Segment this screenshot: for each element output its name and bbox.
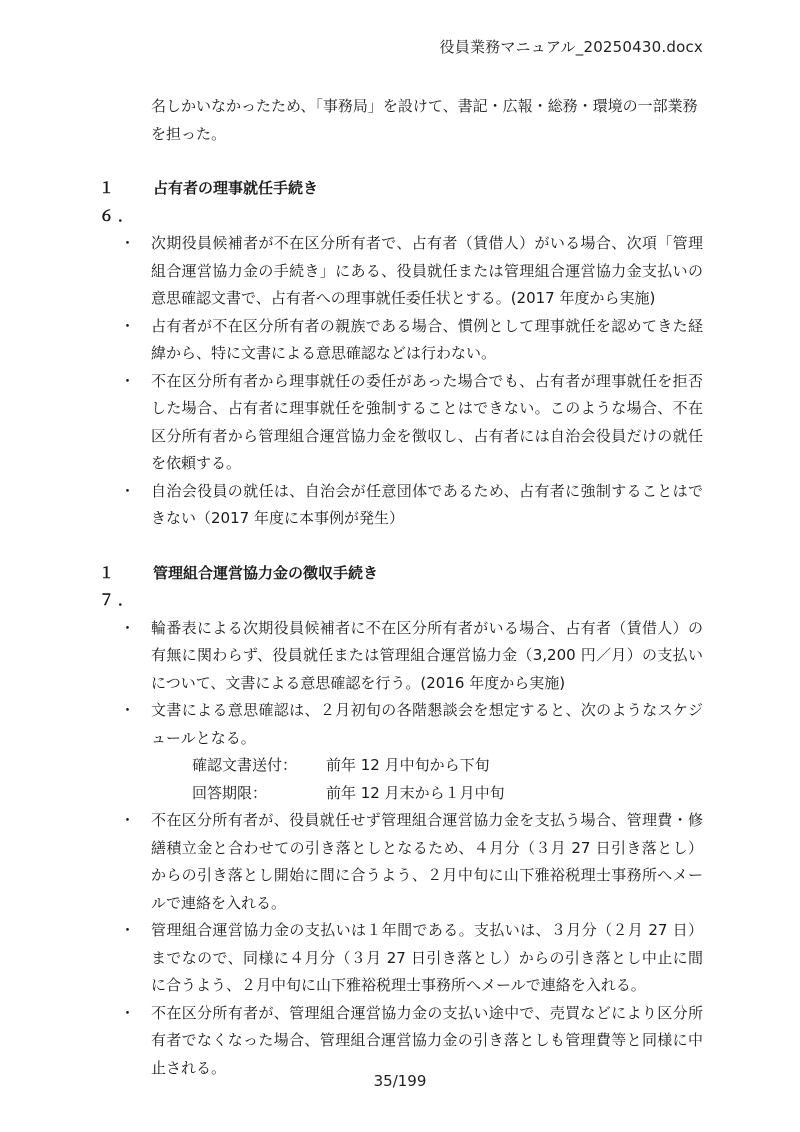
bullet-mark: ・ bbox=[120, 371, 136, 390]
list-item-text: 不在区分所有者から理事就任の委任があった場合でも、占有者が理事就任を拒否した場合、占有者に理事就任を強制することはできない。このような場合、不在区分所有者から管理組合運営協力金を徴収し、占有者には自治会役員だけの就任を依頼する。 bbox=[151, 371, 703, 472]
list-item-text: 不在区分所有者が、役員就任せず管理組合運営協力金を支払う場合、管理費・修繕積立金と合わせての引き落としとなるため、４月分（３月 27 日引き落とし）からの引き落とし開始に間に合うよう、２月中旬に山下雅裕税理士事務所へメールで連絡を入れる。 bbox=[151, 811, 703, 912]
section-title: 管理組合運営協力金の徴収手続き bbox=[153, 563, 379, 582]
list-item-text: 次期役員候補者が不在区分所有者で、占有者（賃借人）がいる場合、次項「管理組合運営協力金の手続き」にある、役員就任または管理組合運営協力金支払いの意思確認文書で、占有者への理事就任委任状とする。(2017 年度から実施) bbox=[151, 234, 703, 307]
list-item-text: 不在区分所有者が、管理組合運営協力金の支払い途中で、売買などにより区分所有者でなくなった場合、管理組合運営協力金の引き落としも管理費等と同様に中止される。 bbox=[151, 1003, 703, 1077]
list-item-text: 管理組合運営協力金の支払いは１年間である。支払いは、３月分（２月 27 日）までなので、同様に４月分（３月 27 日引き落とし）からの引き落とし中止に間に合うよう、２月中旬に山下雅裕税理士事務所へメールで連絡を入れる。 bbox=[151, 921, 703, 994]
page-number: 35/199 bbox=[373, 1072, 427, 1090]
list-item bbox=[0, 917, 800, 1000]
bullet-mark: ・ bbox=[120, 811, 136, 829]
list-item bbox=[0, 1000, 800, 1083]
schedule-row bbox=[0, 780, 800, 808]
document-body bbox=[0, 93, 800, 1082]
bullet-mark: ・ bbox=[120, 921, 136, 939]
list-item-text: 輪番表による次期役員候補者に不在区分所有者がいる場合、占有者（賃借人）の有無に関わらず、役員就任または管理組合運営協力金（3,200 円／月）の支払いについて、文書による意思確認を行う。(2016 年度から実施) bbox=[151, 618, 703, 692]
section-16 bbox=[0, 175, 800, 533]
intro-paragraph: 名しかいなかったため、「事務局」を設けて、書記・広報・総務・環境の一部業務を担った。 bbox=[151, 97, 698, 143]
section-number: １７． bbox=[99, 563, 138, 609]
list-item bbox=[0, 230, 800, 313]
list-item bbox=[0, 368, 800, 478]
bullet-mark: ・ bbox=[120, 701, 136, 719]
section-17 bbox=[0, 560, 800, 1083]
list-item bbox=[0, 807, 800, 917]
list-item bbox=[0, 615, 800, 698]
list-item bbox=[0, 313, 800, 368]
section-heading bbox=[0, 175, 800, 230]
bullet-mark: ・ bbox=[120, 1003, 136, 1022]
list-item-text: 文書による意思確認は、２月初旬の各階懇談会を想定すると、次のようなスケジュールとなる。 bbox=[151, 701, 703, 747]
bullet-mark: ・ bbox=[120, 618, 136, 637]
section-number: １６． bbox=[99, 179, 138, 225]
list-item-text: 自治会役員の就任は、自治会が任意団体であるため、占有者に強制することはできない（2017 年度に本事例が発生） bbox=[151, 481, 703, 527]
list-item-text: 占有者が不在区分所有者の親族である場合、慣例として理事就任を認めてきた経緯から、特に文書による意思確認などは行わない。 bbox=[151, 316, 703, 362]
section-heading bbox=[0, 560, 800, 615]
schedule-value: 前年 12 月中旬から下旬 bbox=[326, 756, 490, 774]
bullet-mark: ・ bbox=[120, 316, 136, 335]
list-item bbox=[0, 478, 800, 533]
bullet-mark: ・ bbox=[120, 234, 136, 252]
section-title: 占有者の理事就任手続き bbox=[153, 179, 319, 197]
schedule-row bbox=[0, 752, 800, 780]
document-header-filename: 役員業務マニュアル_20250430.docx bbox=[439, 38, 703, 56]
schedule-label: 確認文書送付： bbox=[192, 756, 298, 774]
list-item bbox=[0, 697, 800, 752]
bullet-mark: ・ bbox=[120, 481, 136, 500]
schedule-label: 回答期限： bbox=[192, 783, 268, 802]
schedule-value: 前年 12 月末から１月中旬 bbox=[326, 783, 505, 802]
